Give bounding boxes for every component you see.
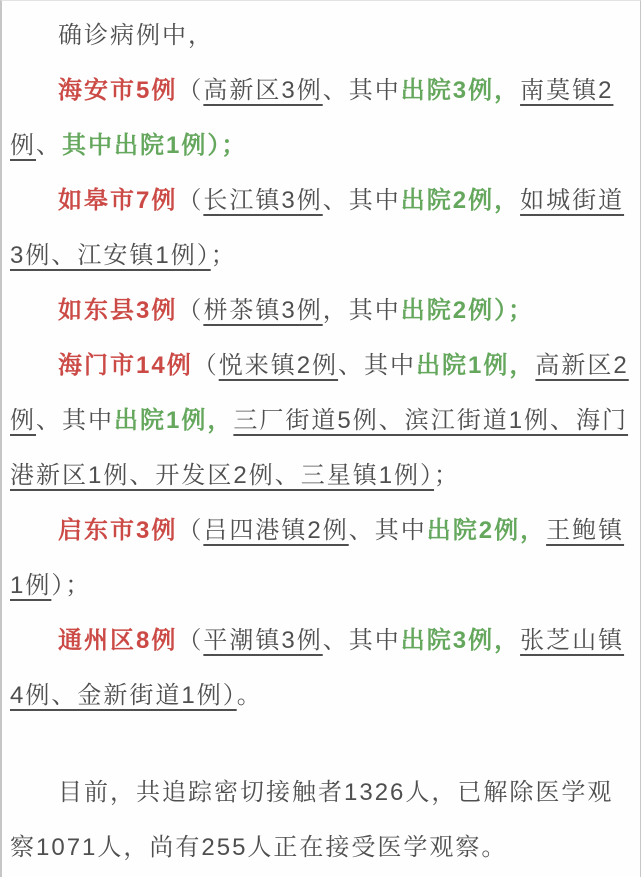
text-line [10,613,636,668]
location-detail: 长江镇3例 [203,187,323,214]
text-line [10,820,636,875]
body-text-segment: 、其中 [36,407,114,434]
body-text-segment: 、其中 [322,187,401,214]
region-case-count: 海门市14例 [58,352,193,379]
region-case-count: 如东县3例 [58,297,178,324]
body-text-segment: ； [210,242,237,269]
text-line [10,765,636,820]
location-detail: 三厂街道5例、滨江街道1例、海门 [233,407,629,434]
body-text-segment: （ [177,517,204,544]
rugao-paragraph [10,173,636,283]
location-detail: 高新区3例 [203,77,323,104]
article-body [2,1,640,875]
location-detail: 4例、金新街道1例） [10,682,237,709]
body-text-segment: （ [177,77,204,104]
body-text-segment: 、其中 [348,517,427,544]
discharged-count: 出院2例， [400,187,521,214]
text-line [10,228,636,283]
body-text-segment: （ [177,187,204,214]
body-text-segment: ，其中 [322,297,401,324]
body-text-segment: 。 [236,682,263,709]
text-line [10,503,636,558]
text-line [10,448,636,503]
text-line [10,118,636,173]
body-text-segment: 、 [36,132,62,159]
discharged-count: 出院3例， [400,627,521,654]
location-detail: 3例、江安镇1例） [10,242,211,269]
text-line [10,668,636,723]
location-detail: 悦来镇2例 [218,352,339,379]
intro-paragraph [10,8,636,63]
text-line [10,8,636,63]
region-case-count: 启东市3例 [58,517,178,544]
text-line [10,173,636,228]
qidong-paragraph [10,503,636,613]
region-case-count: 如皋市7例 [58,187,178,214]
contact-tracing-paragraph [10,765,636,875]
discharged-count: 出院1例， [416,352,536,379]
body-text-segment: 、其中 [338,352,417,379]
haimen-paragraph [10,338,636,503]
region-case-count: 海安市5例 [58,77,178,104]
location-detail: 王鲍镇 [546,517,625,544]
text-line [10,338,636,393]
location-detail: 1例 [10,572,52,599]
haian-paragraph [10,63,636,173]
location-detail: 平潮镇3例 [203,627,323,654]
discharged-count: 出院1例， [114,407,234,434]
tongzhou-paragraph [10,613,636,723]
discharged-count: 出院2例， [426,517,547,544]
location-detail: 例 [10,407,36,434]
text-line [10,283,636,338]
location-detail: 南莫镇2 [520,77,614,104]
body-text-segment: 、其中 [322,627,401,654]
text-line [10,63,636,118]
location-detail: 吕四港镇2例 [203,517,349,544]
location-detail: 如城街道 [520,187,625,214]
location-detail: 张芝山镇 [520,627,625,654]
body-text-segment: （ [177,297,204,324]
location-detail: 高新区2 [535,352,629,379]
body-text-segment: （ [192,352,219,379]
region-case-count: 通州区8例 [58,627,178,654]
discharged-count: 其中出院1例）； [62,132,248,159]
discharged-count: 出院3例， [400,77,521,104]
body-text-segment: 察1071人，尚有255人正在接受医学观察。 [10,834,508,861]
rudong-paragraph [10,283,636,338]
text-line [10,393,636,448]
location-detail: 例 [10,132,36,159]
location-detail: 港新区1例、开发区2例、三星镇1例） [10,462,435,489]
body-text-segment: ）； [51,572,92,599]
text-line [10,558,636,613]
location-detail: 栟茶镇3例 [203,297,323,324]
discharged-count: 出院2例）； [400,297,535,324]
body-text-segment: （ [177,627,204,654]
body-text-segment: 目前，共追踪密切接触者1326人，已解除医学观 [58,779,614,806]
body-text-segment: 、其中 [322,77,401,104]
body-text-segment: ； [434,462,461,489]
body-text-segment: 确诊病例中， [58,22,214,49]
